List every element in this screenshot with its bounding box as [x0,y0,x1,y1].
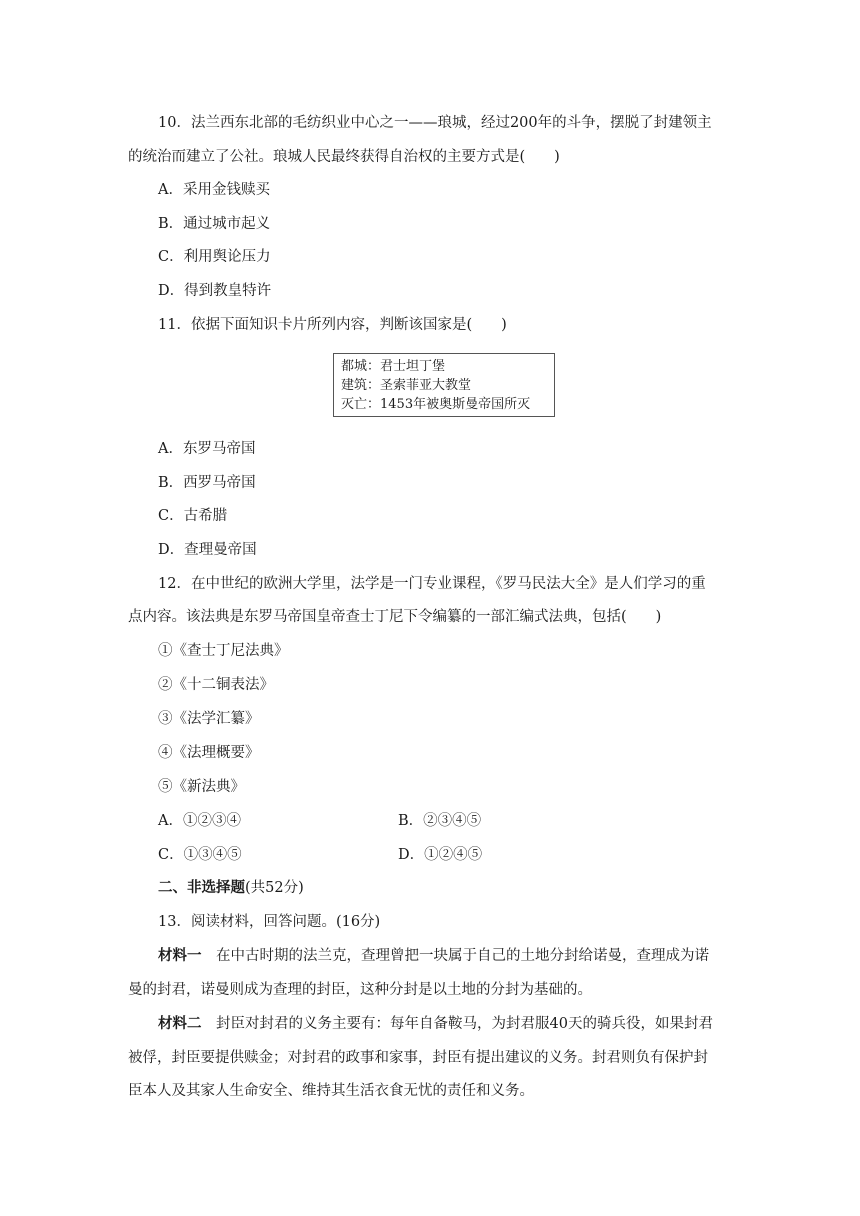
card-building: 建筑：圣索菲亚大教堂 [341,378,472,393]
q12-option-a: A．①②③④ [158,813,241,829]
q12-option-c: C．①③④⑤ [158,847,242,863]
section-title-score: (共52分) [245,880,304,896]
material-1-label: 材料一 [158,947,202,964]
material-2-text: 封臣对封君的义务主要有：每年自备鞍马，为封君服40天的骑兵役，如果封君 [201,1016,713,1032]
material-2-label: 材料二 [158,1015,202,1032]
q12-option-b: B．②③④⑤ [398,813,482,829]
q12-stem-line1: 12．在中世纪的欧洲大学里，法学是一门专业课程，《罗马民法大全》是人们学习的重 [158,576,706,592]
q10-option-c: C．利用舆论压力 [158,249,271,265]
q13-material-1-line2: 曼的封君，诺曼则成为查理的封臣，这种分封是以土地的分封为基础的。 [128,982,592,998]
q11-stem: 11．依据下面知识卡片所列内容，判断该国家是( ) [158,317,507,333]
q10-option-a: A．采用金钱赎买 [158,182,270,198]
q11-option-d: D．查理曼帝国 [158,542,257,558]
q12-item-2: ②《十二铜表法》 [158,677,274,693]
material-1-text: 在中古时期的法兰克，查理曾把一块属于自己的土地分封给诺曼，查理成为诺 [201,948,709,964]
section-title-bold: 二、非选择题 [158,879,245,896]
card-capital: 都城：君士坦丁堡 [341,359,446,374]
section-title [158,878,304,898]
q13-material-2-line1 [158,1014,713,1034]
q13-material-2-line2: 被俘，封臣要提供赎金；对封君的政事和家事，封臣有提出建议的义务。封君则负有保护封 [128,1050,708,1066]
q12-item-4: ④《法理概要》 [158,745,260,761]
q12-stem-line2: 点内容。该法典是东罗马帝国皇帝查士丁尼下令编纂的一部汇编式法典，包括( ) [128,609,662,625]
q12-option-d: D．①②④⑤ [398,847,483,863]
q13-material-2-line3: 臣本人及其家人生命安全、维持其生活衣食无忧的责任和义务。 [128,1083,534,1099]
q10-stem-line1: 10．法兰西东北部的毛纺织业中心之一——琅城，经过200年的斗争，摆脱了封建领主 [158,115,712,131]
q10-option-b: B．通过城市起义 [158,216,271,232]
q11-option-c: C．古希腊 [158,508,228,524]
q11-option-b: B．西罗马帝国 [158,475,256,491]
q11-option-a: A．东罗马帝国 [158,441,256,457]
q12-item-3: ③《法学汇纂》 [158,711,260,727]
q12-item-1: ①《查士丁尼法典》 [158,643,289,659]
q13-stem: 13．阅读材料，回答问题。(16分) [158,914,381,930]
q13-material-1-line1 [158,946,709,966]
q10-stem-line2: 的统治而建立了公社。琅城人民最终获得自治权的主要方式是( ) [128,149,560,165]
q10-option-d: D．得到教皇特许 [158,283,272,299]
q12-item-5: ⑤《新法典》 [158,779,245,795]
knowledge-card [333,353,555,417]
card-fall: 灭亡：1453年被奥斯曼帝国所灭 [341,397,531,412]
